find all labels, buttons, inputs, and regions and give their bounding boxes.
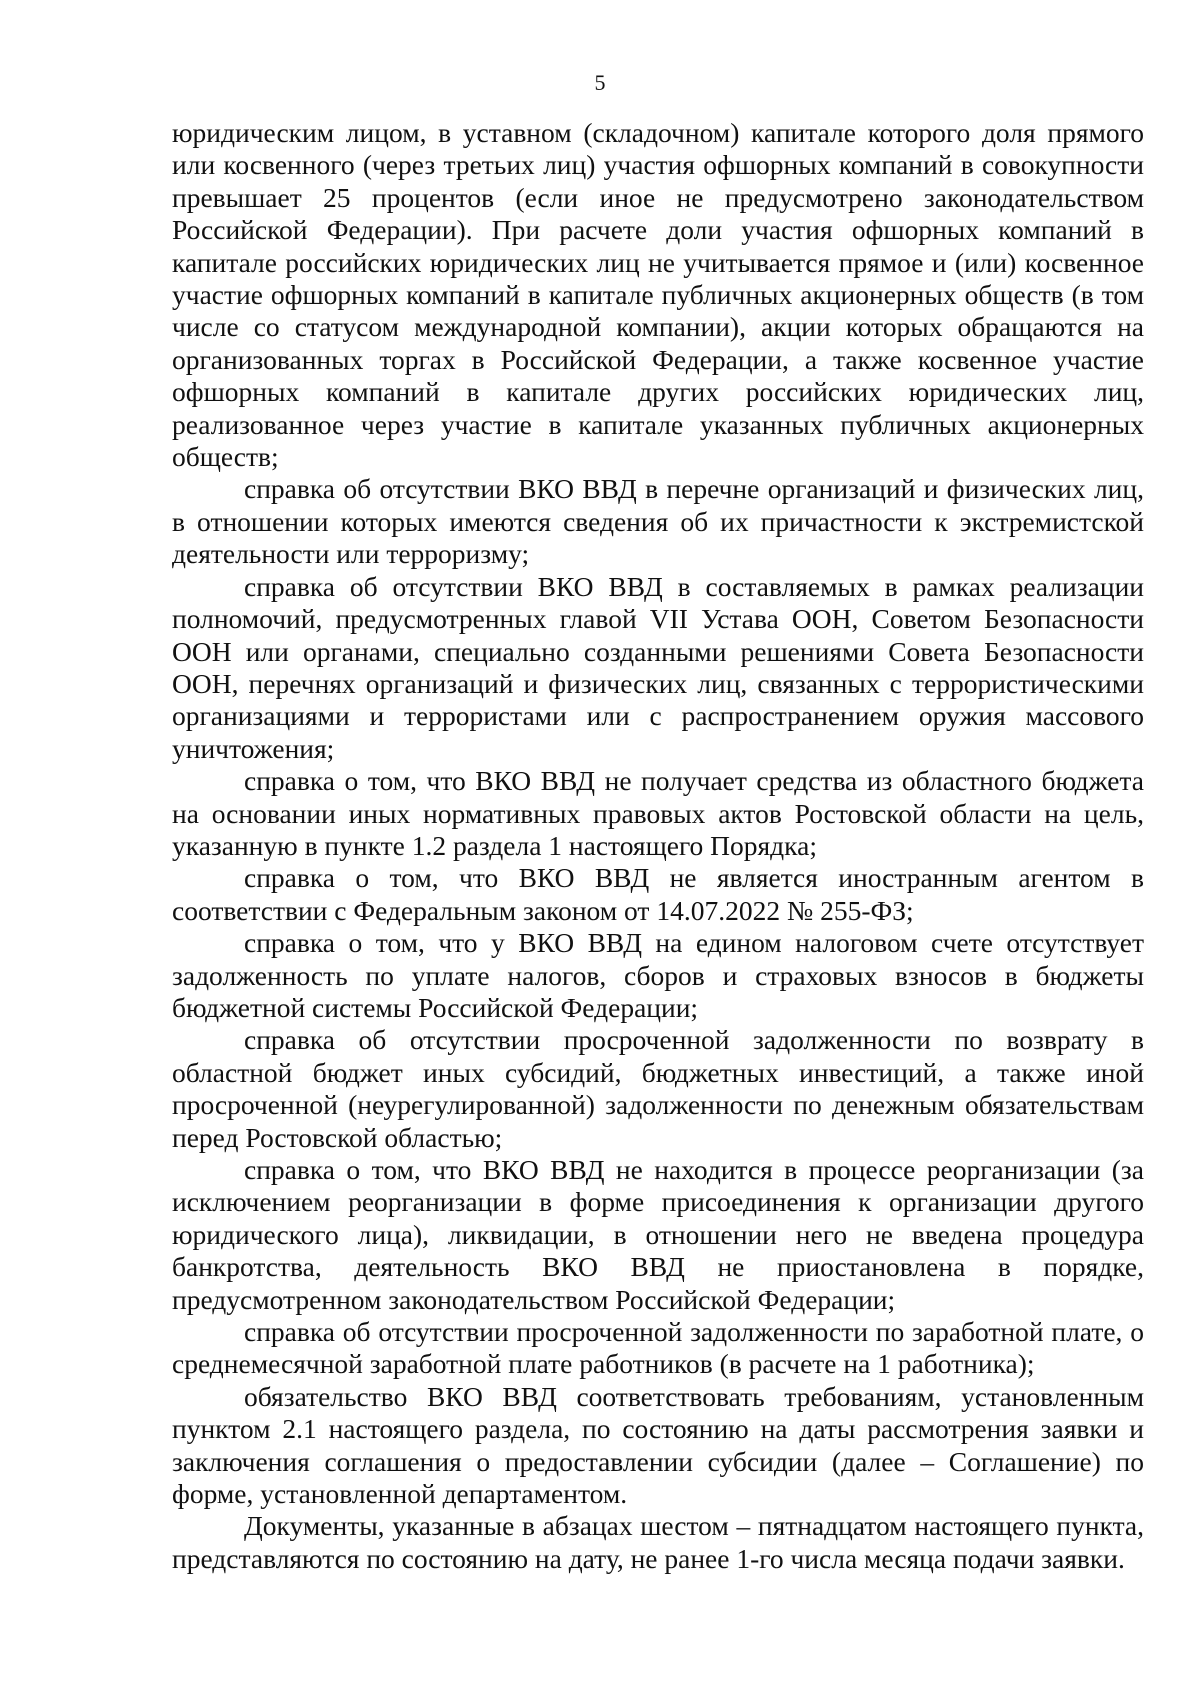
page-number: 5: [594, 70, 606, 95]
paragraph-tax-debt-certificate: справка о том, что у ВКО ВВД на едином налоговом счете отсутствует задолженность по уплате налогов, сборов и страховых взносов в бюджеты бюджетной системы Российской Федерации;: [172, 927, 1144, 1023]
paragraph-wage-certificate: справка об отсутствии просроченной задолженности по заработной плате, о среднемесячной заработной плате работников (в расчете на 1 работника);: [172, 1316, 1144, 1380]
paragraph-reorganization-certificate: справка о том, что ВКО ВВД не находится в процессе реорганизации (за исключением реорганизации в форме присоединения к организации другого юридического лица), ликвидации, в отношении него не введена процедура банкротства, деятельность ВКО ВВД не приостановлена в порядке, предусмотренном законодательством Российской Федерации;: [172, 1154, 1144, 1315]
paragraph-overdue-debt-certificate: справка об отсутствии просроченной задолженности по возврату в областной бюджет иных субсидий, бюджетных инвестиций, а также иной просроченной (неурегулированной) задолженности по денежным обязательствам перед Ростовской областью;: [172, 1024, 1144, 1153]
paragraph-regional-budget-certificate: справка о том, что ВКО ВВД не получает средства из областного бюджета на основании иных нормативных правовых актов Ростовской области на цель, указанную в пункте 1.2 раздела 1 настоящего Порядка;: [172, 765, 1144, 861]
paragraph-foreign-agent-certificate: справка о том, что ВКО ВВД не является иностранным агентом в соответствии с Федеральным законом от 14.07.2022 № 255-ФЗ;: [172, 862, 1144, 926]
document-body: [172, 117, 1144, 1575]
paragraph-obligation: обязательство ВКО ВВД соответствовать требованиям, установленным пунктом 2.1 настоящего раздела, по состоянию на даты рассмотрения заявки и заключения соглашения о предоставлении субсидии (далее – Соглашение) по форме, установленной департаментом.: [172, 1380, 1144, 1510]
paragraph-un-sanctions-certificate: справка об отсутствии ВКО ВВД в составляемых в рамках реализации полномочий, предусмотренных главой VII Устава ООН, Советом Безопасности ООН или органами, специально созданными решениями Совета Безопасности ООН, перечнях организаций и физических лиц, связанных с террористическими организациями и террористами или с распространением оружия массового уничтожения;: [172, 570, 1144, 764]
paragraph-documents-date: Документы, указанные в абзацах шестом – пятнадцатом настоящего пункта, представляются по состоянию на дату, не ранее 1-го числа месяца подачи заявки.: [172, 1510, 1144, 1574]
paragraph-extremism-certificate: справка об отсутствии ВКО ВВД в перечне организаций и физических лиц, в отношении которых имеются сведения об их причастности к экстремистской деятельности или терроризму;: [172, 473, 1144, 570]
paragraph-offshore-participation: юридическим лицом, в уставном (складочном) капитале которого доля прямого или косвенного (через третьих лиц) участия офшорных компаний в совокупности превышает 25 процентов (если иное не предусмотрено законодательством Российской Федерации). При расчете доли участия офшорных компаний в капитале российских юридических лиц не учитывается прямое и (или) косвенное участие офшорных компаний в капитале публичных акционерных обществ (в том числе со статусом международной компании), акции которых обращаются на организованных торгах в Российской Федерации, а также косвенное участие офшорных компаний в капитале других российских юридических лиц, реализованное через участие в капитале указанных публичных акционерных обществ;: [172, 117, 1144, 473]
